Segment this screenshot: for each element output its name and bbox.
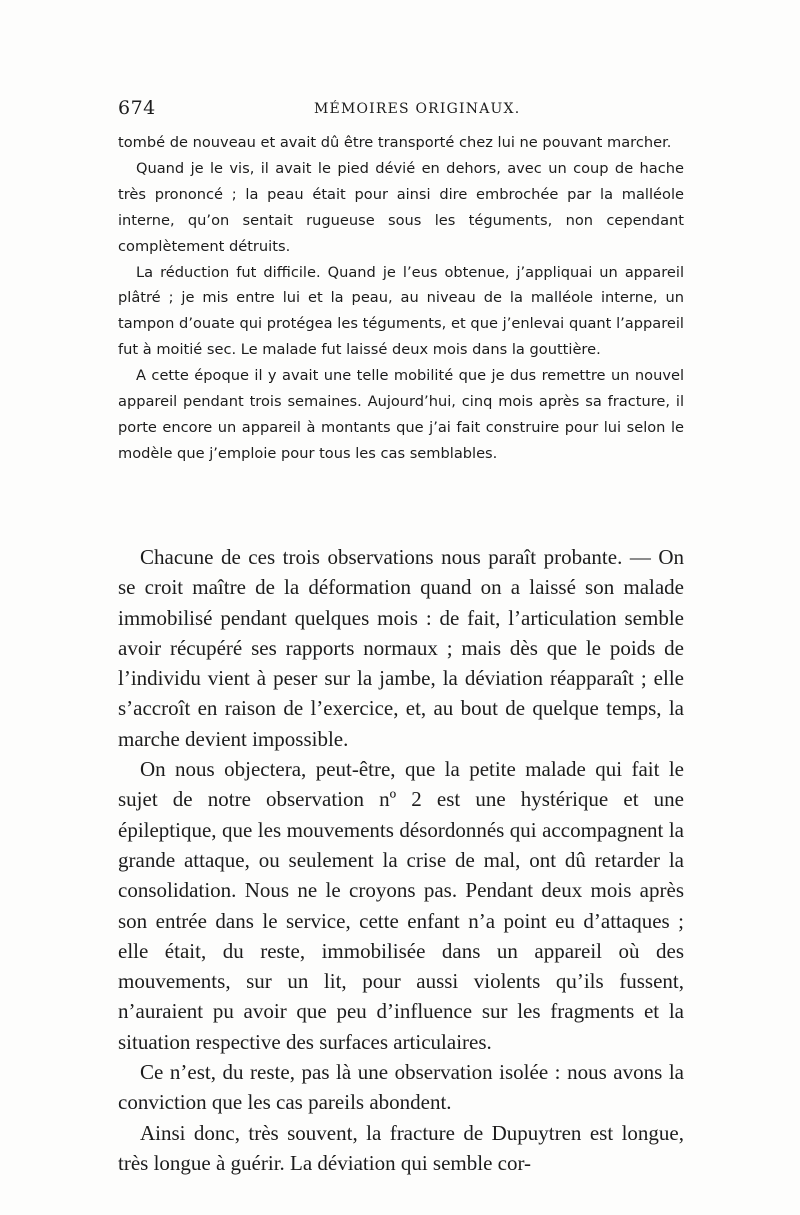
paragraph: Ainsi donc, très souvent, la fracture de Dupuytren est longue, très longue à guérir. La déviation qui semble cor- bbox=[118, 1120, 684, 1175]
paragraph: tombé de nouveau et avait dû être transporté chez lui ne pouvant marcher. bbox=[118, 134, 672, 151]
paragraph: La réduction fut difficile. Quand je l’eus obtenue, j’appliquai un appareil plâtré ; je mis entre lui et la peau, au niveau de la malléole interne, un tampon d’ouate qui protégea les téguments, et que j’enlevai quant l’appareil fut à moitié sec. Le malade fut laissé deux mois dans la gouttière. bbox=[118, 263, 684, 359]
paragraph: Chacune de ces trois observations nous paraît probante. — On se croit maître de la déformation quand on a laissé son malade immobilisé pendant quelques mois : de fait, l’articulation semble avoir récupéré ses rapports normaux ; mais dès que le poids de l’individu vient à peser sur la jambe, la déviation réapparaît ; elle s’accroît en raison de l’exercice, et, au bout de quelque temps, la marche devient impossible. bbox=[118, 545, 684, 751]
paragraph: Quand je le vis, il avait le pied dévié en dehors, avec un coup de hache très prononcé ; la peau était pour ainsi dire embrochée par la malléole interne, qu’on sentait rugueuse sous les téguments, non cependant complètement détruits. bbox=[118, 159, 684, 255]
running-title: MÉMOIRES ORIGINAUX. bbox=[314, 101, 521, 117]
paragraph: On nous objectera, peut-être, que la petite malade qui fait le sujet de notre observation nº 2 est une hystérique et une épileptique, que les mouvements désordonnés qui accompagnent la grande attaque, ou seulement la crise de mal, ont dû retarder la consolidation. Nous ne le croyons pas. Pendant deux mois après son entrée dans le service, cette enfant n’a point eu d’attaques ; elle était, du reste, immobilisée dans un appareil où des mouvements, sur un lit, pour aussi violents qu’ils fussent, n’auraient pu avoir que peu d’influence sur les fragments et la situation respective des surfaces articulaires. bbox=[118, 757, 684, 1054]
paragraph: A cette époque il y avait une telle mobilité que je dus remettre un nouvel appareil pendant trois semaines. Aujourd’hui, cinq mois après sa fracture, il porte encore un appareil à montants que j’ai fait construire pour lui selon le modèle que j’emploie pour tous les cas semblables. bbox=[118, 367, 684, 462]
paragraph: Ce n’est, du reste, pas là une observation isolée : nous avons la conviction que les cas pareils abondent. bbox=[118, 1060, 684, 1115]
page-number: 674 bbox=[118, 97, 156, 119]
case-report-text bbox=[118, 130, 684, 467]
page-header bbox=[118, 97, 684, 123]
discussion-text bbox=[118, 542, 684, 1178]
